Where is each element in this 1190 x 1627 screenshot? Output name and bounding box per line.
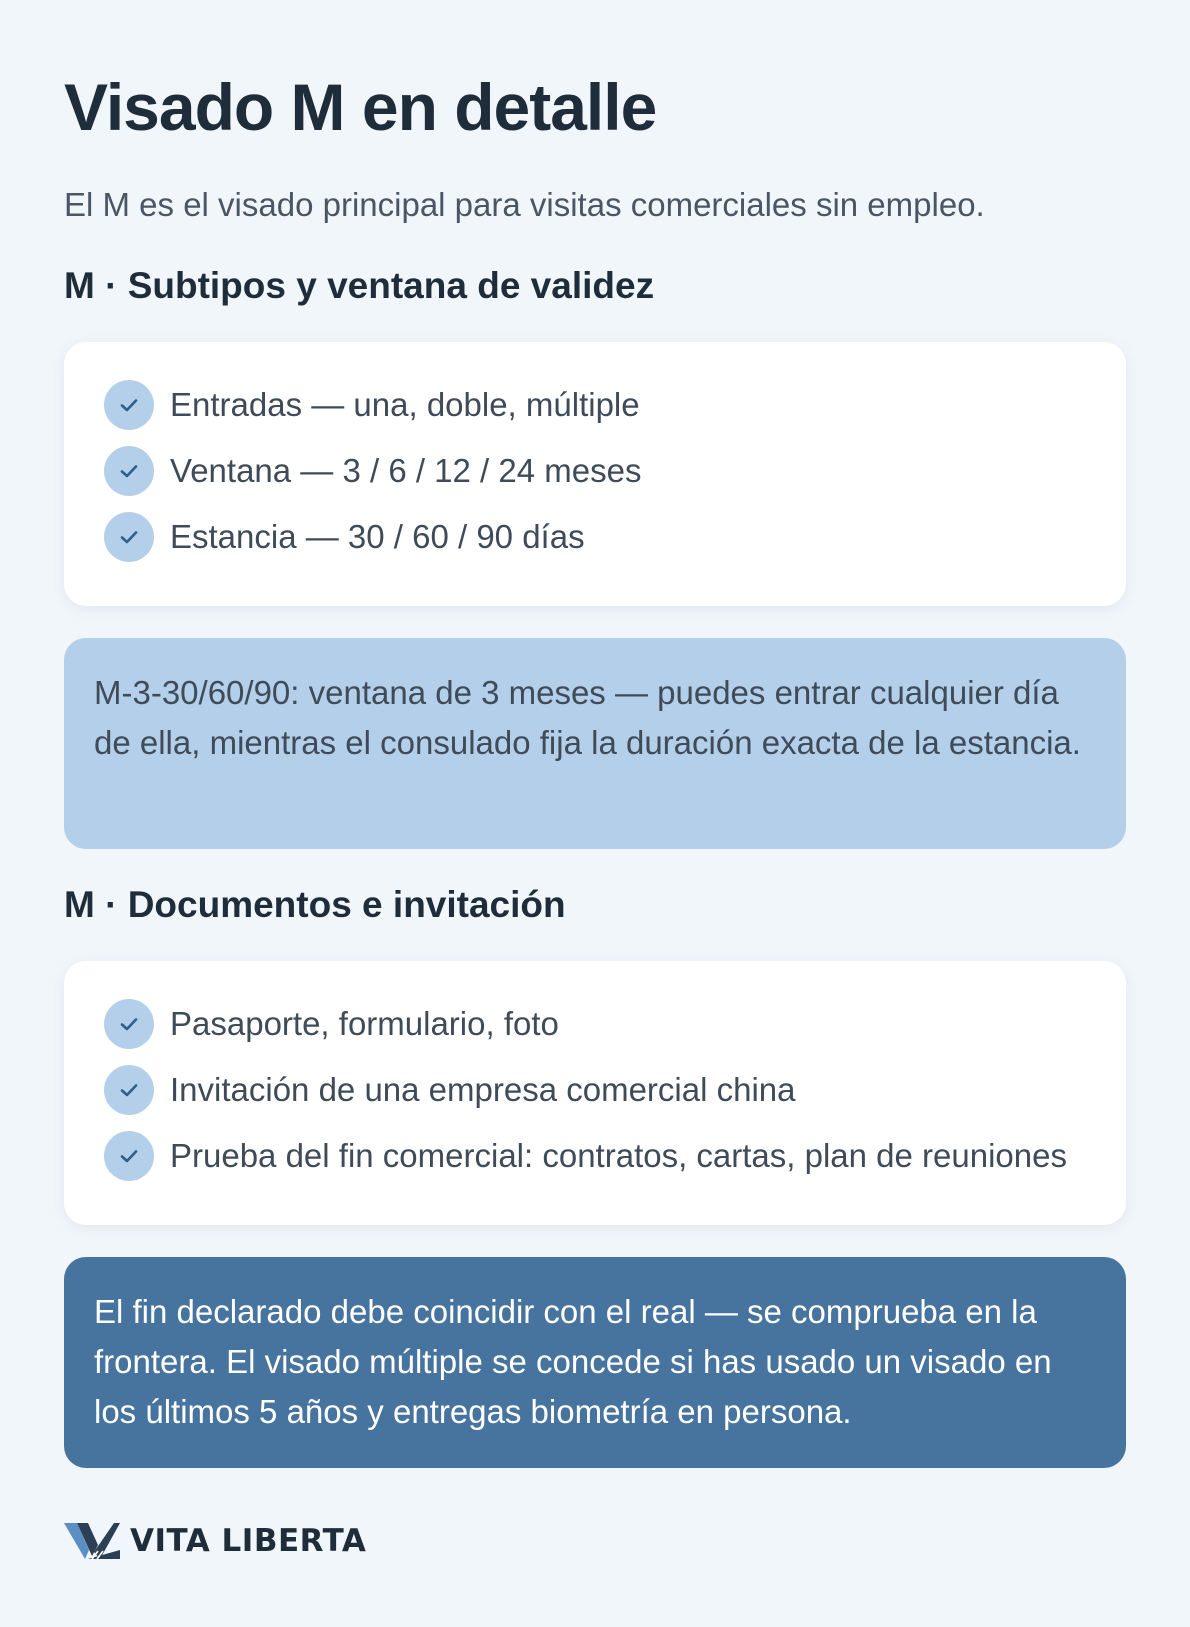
list-item: [104, 380, 641, 430]
list-item-text: Pasaporte, formulario, foto: [170, 1005, 559, 1042]
list-item: [104, 512, 641, 562]
list-item: [104, 1065, 1067, 1115]
list-item: [104, 446, 641, 496]
page-title: Visado M en detalle: [64, 70, 657, 144]
check-icon: [104, 1131, 154, 1181]
list-item-text: Entradas — una, doble, múltiple: [170, 386, 640, 423]
list-item-text: Prueba del fin comercial: contratos, cartas, plan de reuniones: [170, 1137, 1067, 1174]
check-icon: [104, 446, 154, 496]
check-icon: [104, 1065, 154, 1115]
subtypes-card: [64, 342, 1126, 606]
page-subtitle: El M es el visado principal para visitas comerciales sin empleo.: [64, 186, 985, 223]
subtypes-list: [104, 380, 641, 562]
check-icon: [104, 999, 154, 1049]
check-icon: [104, 512, 154, 562]
list-item: [104, 999, 1067, 1049]
list-item-text: Invitación de una empresa comercial china: [170, 1071, 796, 1108]
border-check-note: [64, 1257, 1126, 1468]
documents-list: [104, 999, 1067, 1181]
brand-name: VITA LIBERTA: [130, 1523, 367, 1559]
documents-card: [64, 961, 1126, 1225]
section-heading-documents: M · Documentos e invitación: [64, 884, 566, 925]
list-item: [104, 1131, 1067, 1181]
vita-liberta-logo-icon: [64, 1520, 120, 1562]
list-item-text: Ventana — 3 / 6 / 12 / 24 meses: [170, 452, 642, 489]
list-item-text: Estancia — 30 / 60 / 90 días: [170, 518, 585, 555]
border-check-note-text: El fin declarado debe coincidir con el real — se comprueba en la frontera. El visado múltiple se concede si has usado un visado en los últimos 5 años y entregas biometría en persona.: [94, 1293, 1052, 1430]
brand-logo: [64, 1520, 366, 1562]
validity-note: [64, 638, 1126, 849]
validity-note-text: M-3-30/60/90: ventana de 3 meses — puedes entrar cualquier día de ella, mientras el consulado fija la duración exacta de la estancia.: [94, 674, 1081, 761]
check-icon: [104, 380, 154, 430]
section-heading-subtypes: M · Subtipos y ventana de validez: [64, 265, 655, 306]
